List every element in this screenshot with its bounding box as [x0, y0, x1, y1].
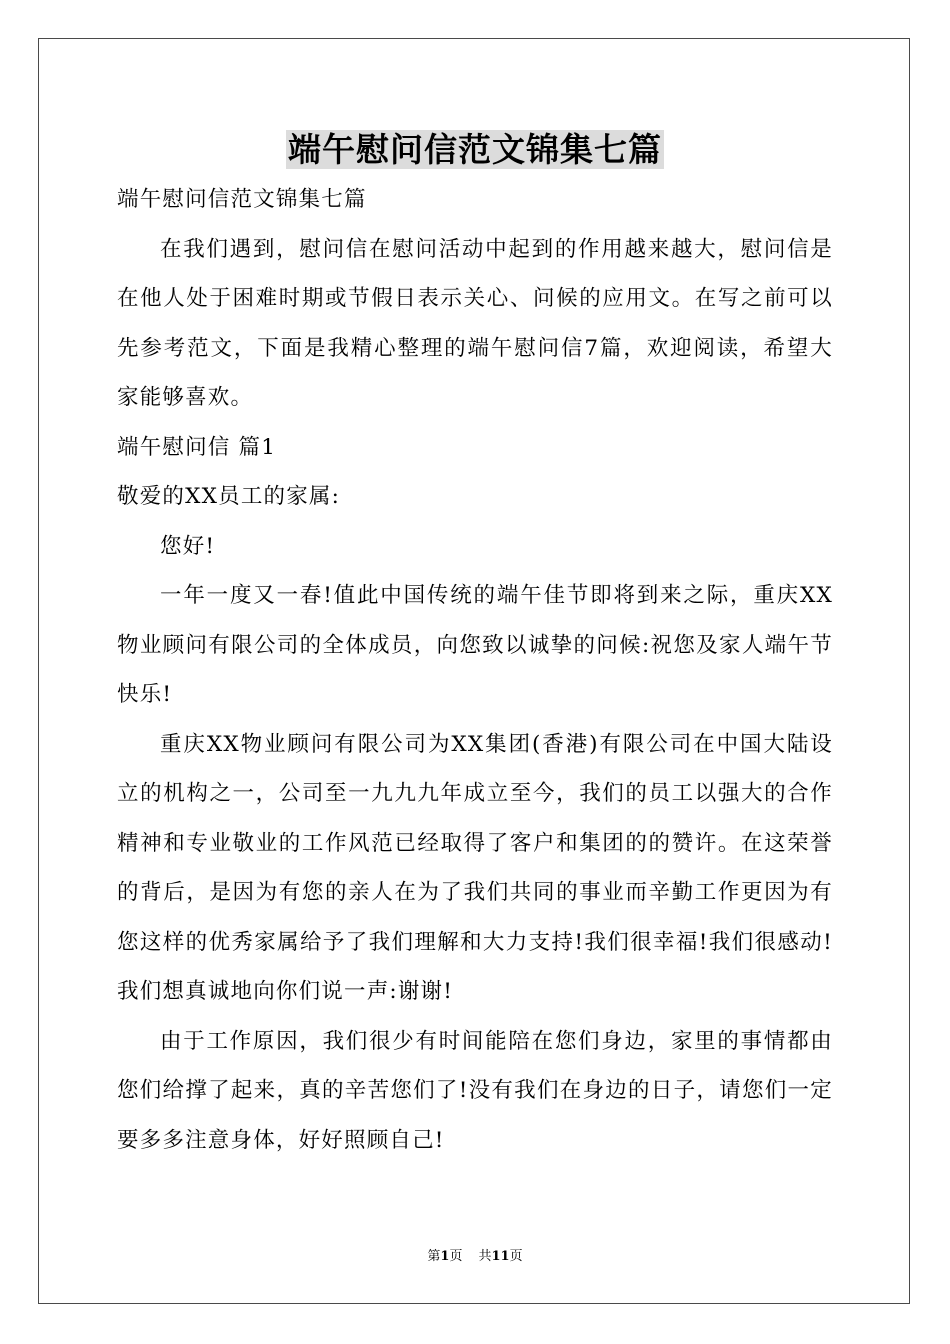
intro-paragraph: 在我们遇到，慰问信在慰问活动中起到的作用越来越大，慰问信是在他人处于困难时期或节假日表示关心、问候的应用文。在写之前可以先参考范文，下面是我精心整理的端午慰问信7篇，欢迎阅读，希望大家能够喜欢。 [117, 236, 833, 410]
total-suffix: 页 [509, 1249, 523, 1264]
page-number: 1 [440, 1249, 450, 1264]
body-paragraph: 重庆XX物业顾问有限公司为XX集团(香港)有限公司在中国大陆设立的机构之一，公司至一九九九年成立至今，我们的员工以强大的合作精神和专业敬业的工作风范已经取得了客户和集团的的赞许。在这荣誉的背后，是因为有您的亲人在为了我们共同的事业而辛勤工作更因为有您这样的优秀家属给予了我们理解和大力支持!我们很幸福!我们很感动!我们想真诚地向你们说一声:谢谢! [117, 731, 833, 1004]
body-paragraph: 由于工作原因，我们很少有时间能陪在您们身边，家里的事情都由您们给撑了起来，真的辛苦您们了!没有我们在身边的日子，请您们一定要多多注意身体，好好照顾自己! [117, 1028, 833, 1153]
body-paragraph: 一年一度又一春!值此中国传统的端午佳节即将到来之际，重庆XX物业顾问有限公司的全体成员，向您致以诚挚的问候:祝您及家人端午节快乐! [117, 583, 833, 707]
greeting: 您好! [160, 533, 216, 559]
document-title-text: 端午慰问信范文锦集七篇 [288, 130, 662, 169]
page-suffix: 页 [449, 1249, 463, 1264]
page-footer [0, 1248, 950, 1266]
subtitle-line: 端午慰问信范文锦集七篇 [117, 187, 367, 212]
section-heading: 端午慰问信 篇1 [117, 434, 277, 460]
total-pages: 11 [491, 1249, 510, 1264]
page-prefix: 第 [427, 1249, 441, 1264]
total-prefix: 共 [478, 1249, 492, 1264]
salutation: 敬爱的XX员工的家属: [117, 484, 341, 509]
document-title [0, 124, 950, 176]
document-body [117, 175, 833, 1165]
